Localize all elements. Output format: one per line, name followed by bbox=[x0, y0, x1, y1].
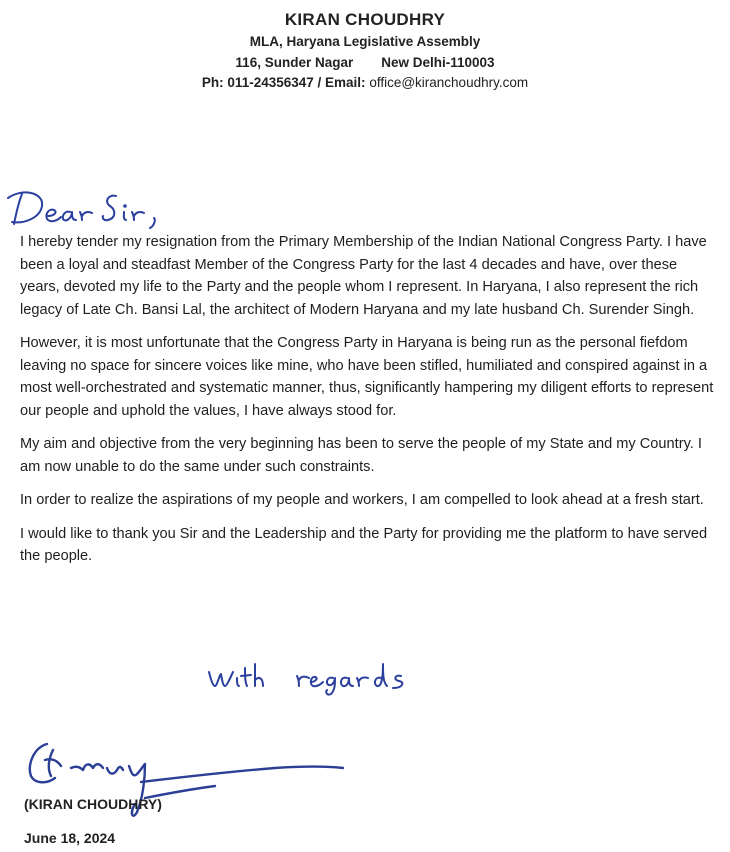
email-label: / Email: bbox=[317, 75, 366, 90]
salutation-handwriting-icon bbox=[4, 186, 174, 232]
letterhead-contact bbox=[0, 73, 730, 93]
letterhead-name: KIRAN CHOUDHRY bbox=[284, 10, 446, 29]
letter-body bbox=[20, 231, 716, 579]
phone-label: Ph: bbox=[201, 75, 224, 90]
signature-icon bbox=[25, 738, 345, 828]
signatory-name: (KIRAN CHOUDHRY) bbox=[24, 796, 162, 812]
address-right: New Delhi-110003 bbox=[381, 55, 495, 70]
paragraph: However, it is most unfortunate that the Congress Party in Haryana is being run as the personal fiefdom leaving no space for sincere voices like mine, who have been stifled, humiliated and conspired against in a most well-orchestrated and systematic manner, thus, significantly hampering my diligent efforts to represent our people and uphold the values, I have always stood for. bbox=[20, 335, 714, 419]
paragraph: I hereby tender my resignation from the Primary Membership of the Indian National Congress Party. I have been a loyal and steadfast Member of the Congress Party for the last 4 decades and have, over these years, devoted my life to the Party and the people whom I represent. In Haryana, I also represent the rich legacy of Late Ch. Bansi Lal, the architect of Modern Haryana and my late husband Ch. Surender Singh. bbox=[20, 234, 707, 318]
email-address: office@kiranchoudhry.com bbox=[369, 75, 529, 90]
closing-handwritten bbox=[205, 656, 415, 700]
signature bbox=[25, 738, 345, 832]
salutation-handwritten bbox=[4, 186, 174, 236]
letter-date: June 18, 2024 bbox=[24, 830, 116, 846]
paragraph: My aim and objective from the very beginning has been to serve the people of my State and my Country. I am now unable to do the same under such constraints. bbox=[20, 436, 702, 475]
closing-handwriting-icon bbox=[205, 656, 415, 696]
letterhead-address bbox=[0, 52, 730, 73]
paragraph: In order to realize the aspirations of my people and workers, I am compelled to look ahead at a fresh start. bbox=[20, 492, 704, 508]
address-left: 116, Sunder Nagar bbox=[235, 55, 354, 70]
paragraph: I would like to thank you Sir and the Leadership and the Party for providing me the platform to have served the people. bbox=[20, 525, 708, 564]
letterhead-designation: MLA, Haryana Legislative Assembly bbox=[249, 34, 481, 49]
phone-number: 011-24356347 bbox=[227, 75, 314, 90]
letterhead bbox=[0, 8, 730, 93]
